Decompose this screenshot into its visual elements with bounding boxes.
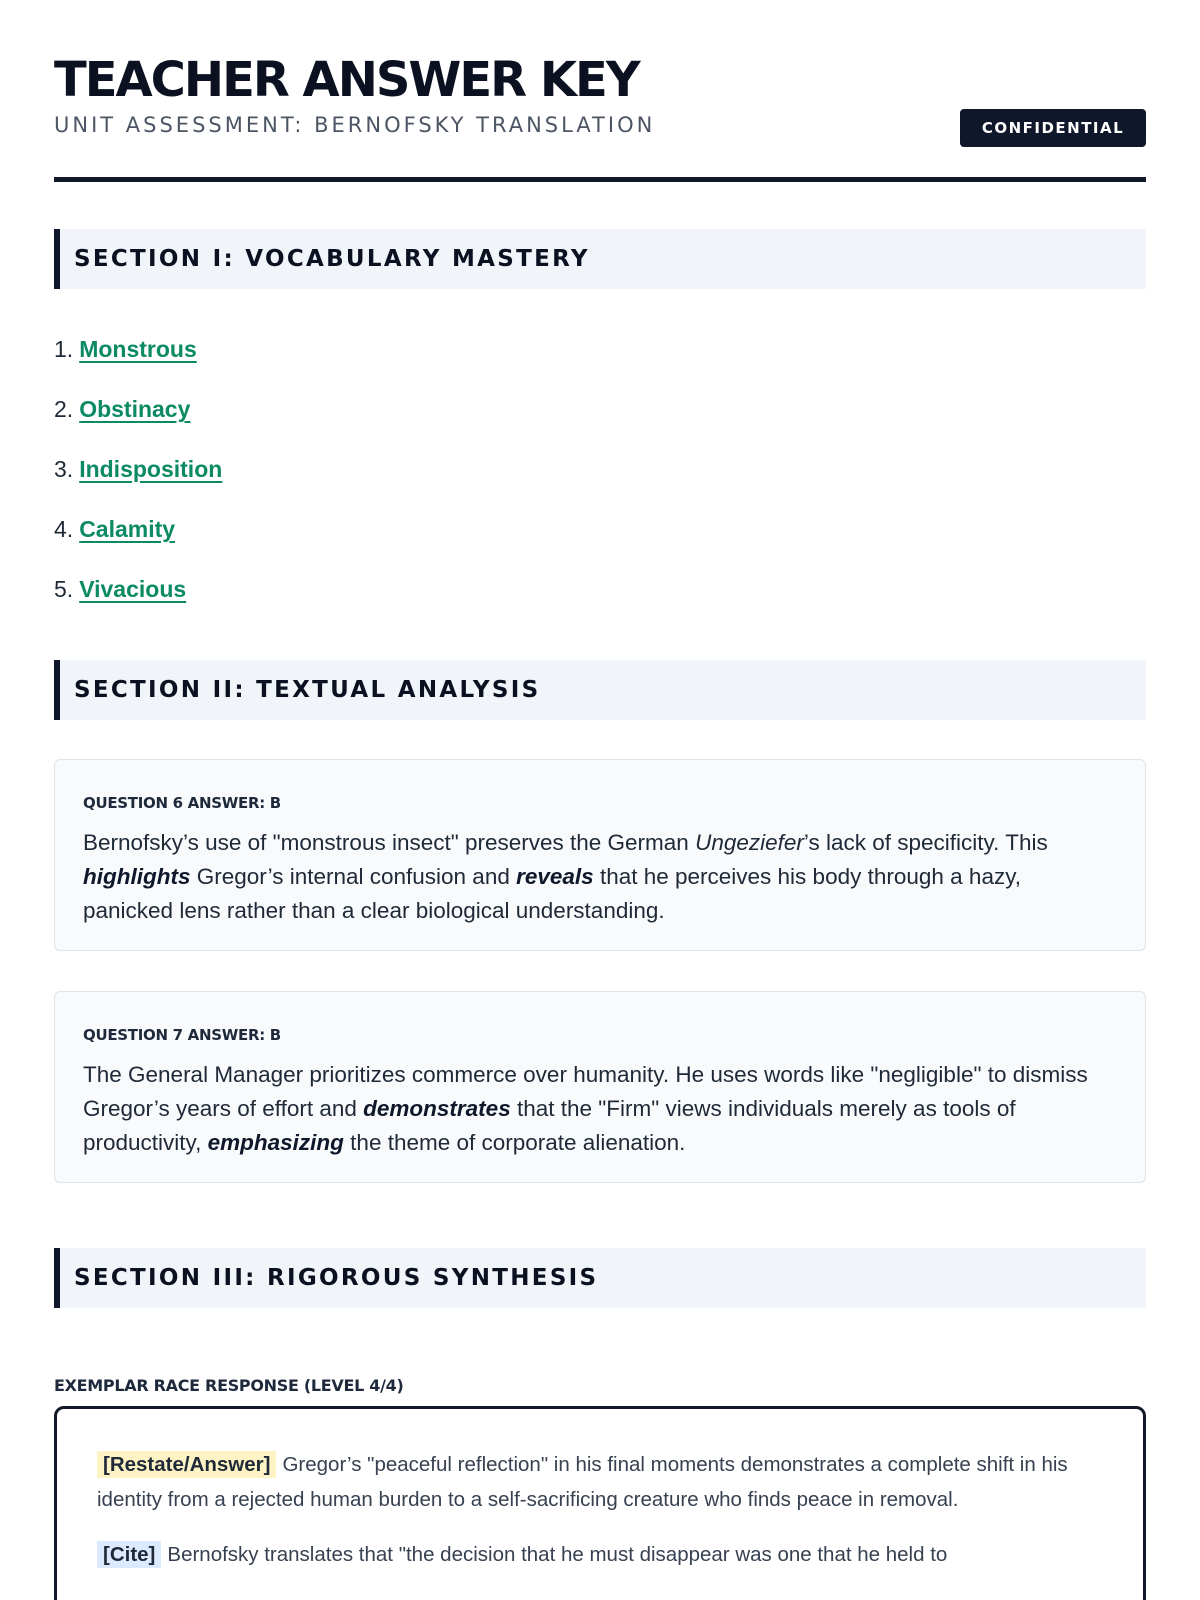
vocab-answer-link[interactable]: Vivacious	[79, 576, 187, 602]
answer-emphasis: emphasizing	[207, 1130, 344, 1155]
document-header	[54, 0, 1146, 182]
cite-text: Bernofsky translates that "the decision that he must disappear was one that he held to	[167, 1543, 948, 1566]
page-title: TEACHER ANSWER KEY	[54, 52, 639, 108]
section-1-title: SECTION I: VOCABULARY MASTERY	[74, 246, 590, 272]
question-6-label: QUESTION 6 ANSWER: B	[83, 794, 281, 812]
cite-paragraph	[97, 1537, 1103, 1572]
item-number: 1.	[54, 336, 74, 362]
section-1-header	[54, 229, 1146, 289]
vocab-answer-link[interactable]: Indisposition	[79, 456, 223, 482]
answer-text: that he perceives his body through a hazy, panicked lens rather than a clear biological understanding.	[83, 864, 1022, 923]
question-7-answer	[83, 1058, 1117, 1160]
item-number: 2.	[54, 396, 74, 422]
answer-text: The General Manager prioritizes commerce over humanity. He uses words like "negligible" to dismiss Gregor’s years of effort and	[83, 1062, 1088, 1121]
page-subtitle: UNIT ASSESSMENT: BERNOFSKY TRANSLATION	[54, 112, 656, 137]
answer-text: ’s lack of specificity. This	[803, 830, 1048, 855]
exemplar-label: EXEMPLAR RACE RESPONSE (LEVEL 4/4)	[54, 1376, 404, 1395]
answer-emphasis: demonstrates	[363, 1096, 511, 1121]
answer-term: Ungeziefer	[695, 830, 804, 855]
question-7-card	[54, 991, 1146, 1183]
list-item	[54, 393, 222, 453]
answer-text: Gregor’s internal confusion and	[190, 864, 517, 889]
confidential-badge: CONFIDENTIAL	[960, 109, 1146, 147]
section-3-title: SECTION III: RIGOROUS SYNTHESIS	[74, 1265, 599, 1291]
vocab-answer-link[interactable]: Obstinacy	[79, 396, 191, 422]
race-response-box	[54, 1406, 1146, 1600]
restate-paragraph	[97, 1447, 1103, 1517]
question-6-card	[54, 759, 1146, 951]
question-6-answer	[83, 826, 1117, 928]
list-item	[54, 513, 222, 573]
list-item	[54, 333, 222, 393]
answer-text: Bernofsky’s use of "monstrous insect" preserves the German	[83, 830, 696, 855]
answer-emphasis: highlights	[83, 864, 191, 889]
question-7-label: QUESTION 7 ANSWER: B	[83, 1026, 281, 1044]
restate-text: Gregor’s "peaceful reflection" in his final moments demonstrates a complete shift in his identity from a rejected human burden to a self-sacrificing creature who finds peace in removal.	[97, 1453, 1068, 1511]
list-item	[54, 453, 222, 513]
vocabulary-list	[54, 333, 222, 633]
section-3-header	[54, 1248, 1146, 1308]
vocab-answer-link[interactable]: Monstrous	[79, 336, 197, 362]
answer-text: that the "Firm" views individuals merely as tools of productivity,	[83, 1096, 1016, 1155]
section-2-header	[54, 660, 1146, 720]
item-number: 4.	[54, 516, 74, 542]
section-2-title: SECTION II: TEXTUAL ANALYSIS	[74, 677, 541, 703]
vocab-answer-link[interactable]: Calamity	[79, 516, 176, 542]
cite-tag: [Cite]	[97, 1541, 161, 1568]
restate-tag: [Restate/Answer]	[97, 1451, 276, 1478]
answer-emphasis: reveals	[516, 864, 594, 889]
list-item	[54, 573, 222, 633]
item-number: 5.	[54, 576, 74, 602]
item-number: 3.	[54, 456, 74, 482]
answer-text: the theme of corporate alienation.	[343, 1130, 686, 1155]
